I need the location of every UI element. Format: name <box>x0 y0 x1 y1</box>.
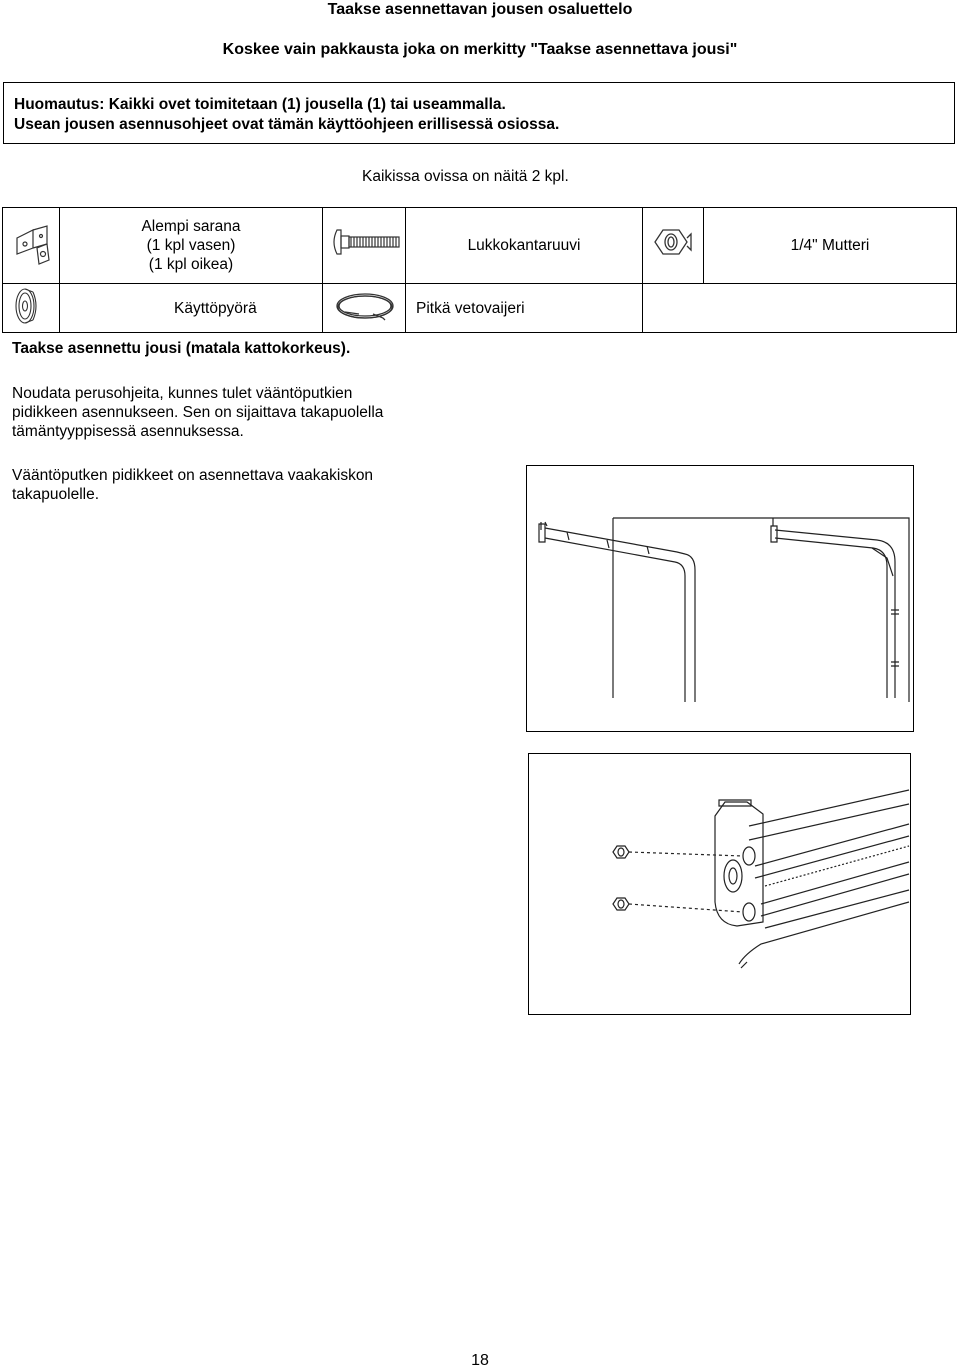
bolt-cell <box>323 208 406 284</box>
cable-label: Pitkä vetovaijeri <box>416 299 525 317</box>
nut-icon <box>643 208 703 278</box>
garage-door-tracks-illustration <box>527 466 913 731</box>
bolt-label-cell <box>406 208 643 284</box>
note-box <box>3 82 955 144</box>
instruction-paragraph-2 <box>12 466 373 504</box>
note-line-1: Huomautus: Kaikki ovet toimitetaan (1) jousella (1) tai useammalla. <box>14 96 506 113</box>
nut-cell <box>643 208 704 284</box>
hinge-label-cell <box>60 208 323 284</box>
para2-line-2: takapuolelle. <box>12 486 100 503</box>
cable-drum-icon <box>3 284 59 327</box>
hinge-icon <box>3 208 59 278</box>
section-heading: Taakse asennettu jousi (matala kattokorkeus). <box>12 340 351 357</box>
para1-line-2: pidikkeen asennukseen. Sen on sijaittava takapuolella <box>12 404 384 421</box>
figure-door-tracks <box>526 465 914 732</box>
nut-label-cell <box>704 208 957 284</box>
empty-cell <box>643 284 957 333</box>
drum-cell <box>3 284 60 333</box>
cable-cell <box>323 284 406 333</box>
drum-label-cell <box>60 284 323 333</box>
nut-label: 1/4" Mutteri <box>790 237 870 254</box>
cable-coil-icon <box>323 284 405 327</box>
instruction-paragraph-1 <box>12 384 383 441</box>
hinge-label-line-1: Alempi sarana <box>141 218 241 235</box>
hinge-label-line-3: (1 kpl oikea) <box>148 256 234 273</box>
hinge-label-line-2: (1 kpl vasen) <box>146 237 236 254</box>
para1-line-1: Noudata perusohjeita, kunnes tulet vääntöputkien <box>12 385 353 402</box>
note-line-2: Usean jousen asennusohjeet ovat tämän käyttöohjeen erillisessä osiossa. <box>14 116 560 133</box>
cable-label-cell <box>406 284 643 333</box>
figure-bracket-detail <box>528 753 911 1015</box>
bracket-on-horizontal-track-illustration <box>529 754 910 1014</box>
page-title: Taakse asennettavan jousen osaluettelo <box>327 1 633 18</box>
hinge-cell <box>3 208 60 284</box>
para1-line-3: tämäntyyppisessä asennuksessa. <box>12 423 244 440</box>
bolt-label: Lukkokantaruuvi <box>467 237 581 254</box>
drum-label: Käyttöpyörä <box>174 299 257 317</box>
page-number: 18 <box>471 1352 489 1369</box>
parts-table <box>2 207 957 333</box>
carriage-bolt-icon <box>323 208 405 278</box>
parts-intro: Kaikissa ovissa on näitä 2 kpl. <box>362 168 569 185</box>
para2-line-1: Vääntöputken pidikkeet on asennettava vaakakiskon <box>12 467 374 484</box>
page-subtitle: Koskee vain pakkausta joka on merkitty "Taakse asennettava jousi" <box>222 41 738 58</box>
